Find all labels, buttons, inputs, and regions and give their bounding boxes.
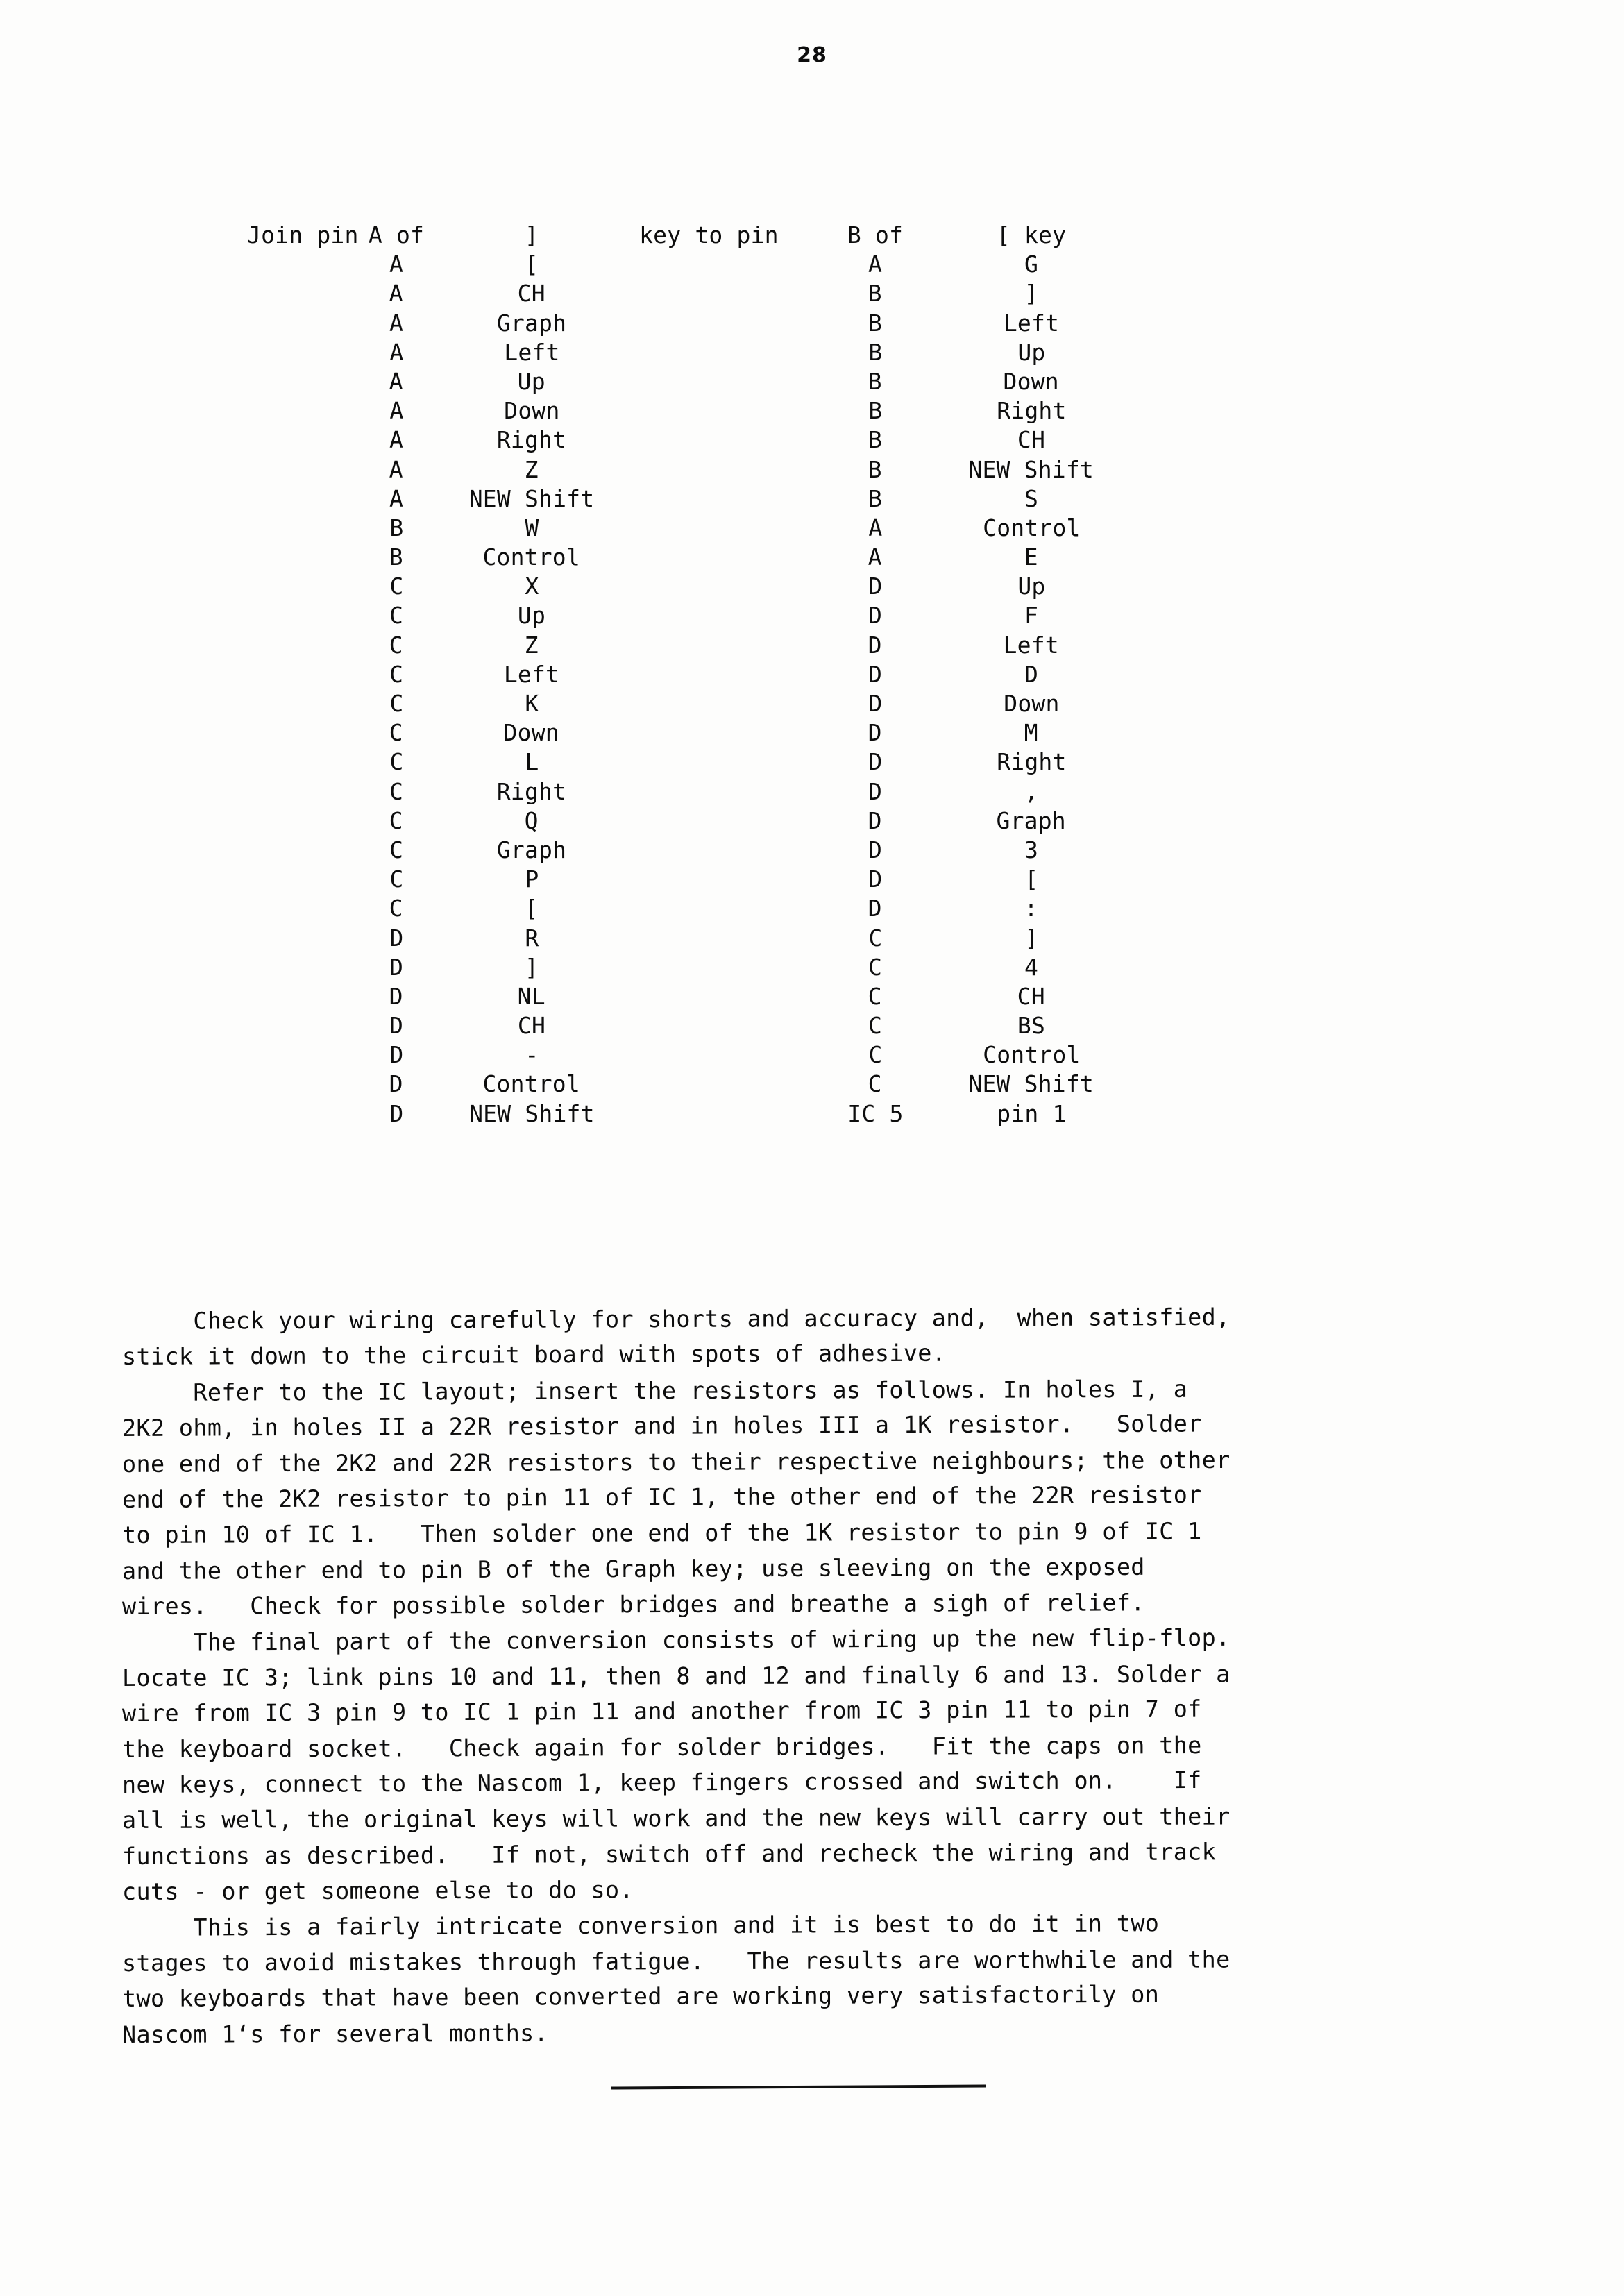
paragraph-line: one end of the 2K2 and 22R resistors to their respective neighbours; the other	[121, 1446, 1230, 1478]
row-spacer	[247, 1011, 355, 1040]
cell-pin-a: A	[389, 251, 404, 278]
row-gap	[625, 514, 823, 543]
row-gap	[625, 982, 823, 1011]
row-spacer	[247, 953, 355, 982]
paragraph-line: to pin 10 of IC 1. Then solder one end of the 1K resistor to pin 9 of IC 1	[121, 1517, 1202, 1549]
cell-key-b: Control	[983, 514, 1081, 541]
paragraph-line: Nascom 1‘s for several months.	[121, 2019, 549, 2048]
cell-key-b: [	[1024, 866, 1039, 893]
row-gap	[625, 894, 823, 923]
cell-key-a: Graph	[496, 836, 567, 863]
row-spacer	[247, 279, 355, 308]
header-pin-b: B of	[847, 221, 904, 248]
table-row	[247, 953, 1149, 982]
table-row	[247, 367, 1149, 396]
row-gap	[625, 455, 823, 484]
row-gap	[625, 836, 823, 865]
cell-pin-b: A	[868, 514, 883, 541]
table-row	[247, 1011, 1149, 1040]
wiring-table-body	[247, 250, 1149, 1129]
cell-pin-a: D	[389, 1070, 403, 1098]
cell-pin-b: D	[868, 895, 882, 922]
row-spacer	[247, 367, 355, 396]
table-row	[247, 250, 1149, 279]
paragraph-line: functions as described. If not, switch off and recheck the wiring and track	[121, 1838, 1217, 1870]
cell-key-a: ]	[524, 953, 539, 981]
row-spacer	[247, 572, 355, 601]
row-spacer	[247, 309, 355, 338]
cell-pin-b: B	[868, 455, 882, 483]
wiring-table	[247, 221, 1149, 1129]
table-row	[247, 865, 1149, 894]
paragraph-line: Refer to the IC layout; insert the resistors as follows. In holes I, a	[121, 1375, 1188, 1406]
cell-pin-b: C	[868, 1012, 883, 1040]
cell-pin-a: C	[389, 777, 404, 805]
row-spacer	[247, 894, 355, 923]
row-spacer	[247, 865, 355, 894]
cell-key-a: Z	[524, 455, 539, 483]
cell-pin-b: D	[868, 573, 883, 600]
row-gap	[625, 279, 823, 308]
row-gap	[625, 1099, 823, 1129]
cell-key-a: Control	[482, 1070, 580, 1098]
cell-pin-a: C	[389, 573, 404, 600]
cell-key-b: Graph	[996, 807, 1066, 834]
table-row	[247, 1040, 1149, 1070]
cell-key-b: Left	[1003, 309, 1060, 337]
paragraph-line: and the other end to pin B of the Graph key; use sleeving on the exposed	[121, 1553, 1145, 1585]
cell-pin-a: C	[389, 866, 404, 893]
cell-pin-b: B	[868, 426, 883, 454]
table-row	[247, 572, 1149, 601]
cell-key-a: P	[525, 866, 539, 893]
cell-key-a: Graph	[496, 309, 567, 337]
paragraph-line: stick it down to the circuit board with spots of adhesive.	[121, 1340, 947, 1371]
cell-pin-b: D	[868, 748, 883, 776]
cell-pin-b: IC 5	[847, 1099, 904, 1127]
paragraph-line: Check your wiring carefully for shorts and accuracy and, when satisfied,	[121, 1303, 1230, 1335]
table-row	[247, 660, 1149, 689]
row-gap	[625, 543, 823, 572]
table-row	[247, 982, 1149, 1011]
cell-pin-b: B	[868, 309, 883, 337]
row-spacer	[247, 1070, 355, 1099]
row-gap	[625, 631, 823, 660]
row-spacer	[247, 836, 355, 865]
cell-key-a: R	[525, 924, 539, 952]
cell-pin-a: A	[389, 484, 404, 512]
cell-pin-a: D	[389, 953, 404, 981]
table-row	[247, 425, 1149, 455]
row-gap	[625, 718, 823, 748]
cell-pin-b: D	[868, 807, 882, 834]
table-row	[247, 894, 1149, 923]
cell-key-b: ,	[1024, 777, 1039, 805]
row-gap	[625, 396, 823, 425]
cell-key-b: Down	[1003, 367, 1059, 395]
row-spacer	[247, 1040, 355, 1070]
table-row	[247, 836, 1149, 865]
paragraph-line: end of the 2K2 resistor to pin 11 of IC 1, the other end of the 22R resistor	[121, 1480, 1202, 1513]
row-spacer	[247, 601, 355, 630]
cell-key-a: Left	[504, 338, 560, 366]
cell-pin-b: B	[868, 280, 882, 307]
table-row	[247, 396, 1149, 425]
header-key-b: [ key	[996, 221, 1067, 248]
cell-pin-b: C	[868, 953, 883, 981]
cell-key-a: -	[525, 1041, 539, 1069]
row-gap	[625, 777, 823, 807]
cell-key-a: W	[525, 514, 539, 541]
cell-key-a: Left	[503, 660, 560, 688]
table-header-row	[247, 221, 1149, 250]
row-gap	[625, 748, 823, 777]
cell-key-a: Z	[524, 631, 539, 659]
row-spacer	[247, 689, 355, 718]
cell-pin-a: C	[389, 631, 403, 659]
cell-pin-b: B	[868, 367, 882, 395]
cell-key-b: 4	[1024, 953, 1039, 981]
cell-key-b: M	[1024, 719, 1038, 747]
cell-key-b: Right	[997, 748, 1067, 776]
row-gap	[625, 660, 823, 689]
cell-key-b: E	[1024, 543, 1038, 571]
header-key-to-pin-label: key to pin	[625, 221, 793, 248]
cell-pin-b: B	[868, 397, 883, 425]
row-gap	[625, 250, 823, 279]
cell-key-a: Right	[496, 777, 567, 805]
paragraph-line: wire from IC 3 pin 9 to IC 1 pin 11 and another from IC 3 pin 11 to pin 7 of	[121, 1695, 1202, 1728]
table-row	[247, 631, 1149, 660]
row-gap	[625, 338, 823, 367]
cell-key-a: Right	[496, 426, 567, 454]
cell-pin-a: C	[389, 602, 404, 630]
table-row	[247, 543, 1149, 572]
cell-pin-a: D	[389, 1012, 404, 1040]
cell-pin-b: A	[868, 543, 882, 571]
section-divider-rule	[611, 2084, 986, 2089]
row-gap	[625, 425, 823, 455]
cell-key-a: Up	[517, 367, 545, 395]
cell-key-a: NL	[517, 982, 545, 1010]
cell-key-b: Right	[997, 397, 1067, 425]
cell-pin-b: D	[868, 866, 883, 893]
cell-pin-b: D	[868, 836, 883, 863]
cell-pin-b: D	[868, 719, 882, 747]
cell-key-b: 3	[1024, 836, 1039, 863]
row-gap	[625, 572, 823, 601]
row-spacer	[247, 250, 355, 279]
row-spacer	[247, 543, 355, 572]
cell-pin-b: D	[868, 660, 883, 688]
cell-pin-b: D	[868, 631, 882, 659]
cell-key-b: ]	[1024, 924, 1039, 952]
table-row	[247, 1070, 1149, 1099]
page-number: 28	[797, 43, 827, 67]
row-gap	[625, 953, 823, 982]
cell-key-a: NEW Shift	[469, 1099, 595, 1127]
row-spacer	[247, 484, 355, 514]
cell-pin-a: C	[389, 690, 404, 717]
cell-pin-a: C	[389, 807, 403, 834]
cell-pin-a: C	[389, 895, 403, 922]
cell-pin-a: D	[389, 982, 403, 1010]
cell-pin-b: B	[868, 338, 883, 366]
cell-pin-a: C	[389, 748, 404, 776]
cell-key-a: CH	[517, 1012, 546, 1040]
cell-key-b: Up	[1017, 338, 1046, 366]
row-spacer	[247, 807, 355, 836]
row-spacer	[247, 748, 355, 777]
table-row	[247, 309, 1149, 338]
row-spacer	[247, 396, 355, 425]
row-gap	[625, 601, 823, 630]
cell-pin-a: A	[389, 367, 403, 395]
cell-pin-a: A	[389, 309, 404, 337]
cell-key-b: ]	[1024, 280, 1038, 307]
row-gap	[625, 484, 823, 514]
row-spacer	[247, 982, 355, 1011]
cell-pin-a: B	[389, 514, 404, 541]
row-spacer	[247, 924, 355, 953]
row-gap	[625, 689, 823, 718]
header-key-a: ]	[524, 221, 539, 248]
table-row	[247, 924, 1149, 953]
cell-key-b: Left	[1003, 631, 1059, 659]
cell-key-a: NEW Shift	[468, 484, 595, 512]
paragraph-line: the keyboard socket. Check again for solder bridges. Fit the caps on the	[121, 1731, 1202, 1763]
cell-key-b: Control	[983, 1041, 1081, 1069]
cell-key-b: BS	[1017, 1012, 1046, 1040]
cell-key-b: Up	[1017, 573, 1046, 600]
row-gap	[625, 309, 823, 338]
row-gap	[625, 367, 823, 396]
row-gap	[625, 1070, 823, 1099]
cell-key-b: :	[1024, 895, 1038, 922]
cell-key-b: pin 1	[997, 1099, 1067, 1127]
table-row	[247, 514, 1149, 543]
row-spacer	[247, 777, 355, 807]
body-paragraphs	[122, 1303, 1509, 2052]
row-gap	[625, 1011, 823, 1040]
cell-key-b: S	[1024, 484, 1039, 512]
table-row	[247, 279, 1149, 308]
table-row	[247, 748, 1149, 777]
cell-pin-a: C	[389, 836, 404, 863]
paragraph-line: all is well, the original keys will work and the new keys will carry out their	[121, 1803, 1230, 1834]
paragraph-line: wires. Check for possible solder bridges and breathe a sigh of relief.	[121, 1589, 1145, 1621]
paragraph-line: cuts - or get someone else to do so.	[121, 1876, 634, 1906]
row-spacer	[247, 631, 355, 660]
header-pin-a: A of	[368, 221, 425, 248]
row-spacer	[247, 455, 355, 484]
row-spacer	[247, 338, 355, 367]
cell-pin-a: D	[389, 1099, 404, 1127]
paragraph-line: two keyboards that have been converted are working very satisfactorily on	[121, 1981, 1160, 2013]
paragraph-line: This is a fairly intricate conversion and it is best to do it in two	[121, 1909, 1160, 1941]
paragraph-line: stages to avoid mistakes through fatigue. The results are worthwhile and the	[121, 1945, 1230, 1977]
cell-pin-a: D	[389, 1041, 404, 1069]
cell-pin-b: A	[868, 251, 883, 278]
cell-key-a: Control	[482, 543, 580, 571]
row-gap	[625, 865, 823, 894]
cell-pin-b: D	[868, 602, 883, 630]
cell-key-a: [	[524, 251, 539, 278]
cell-pin-b: B	[868, 484, 883, 512]
cell-pin-a: A	[389, 397, 404, 425]
cell-pin-b: C	[868, 982, 882, 1010]
cell-key-a: Down	[504, 397, 560, 425]
cell-key-b: NEW Shift	[968, 1070, 1094, 1098]
cell-key-a: CH	[517, 280, 545, 307]
cell-pin-b: D	[868, 690, 883, 717]
cell-key-b: D	[1024, 660, 1039, 688]
cell-pin-a: B	[389, 543, 403, 571]
row-spacer	[247, 718, 355, 748]
cell-pin-a: D	[389, 924, 404, 952]
row-gap	[625, 1040, 823, 1070]
row-gap	[625, 924, 823, 953]
cell-pin-a: C	[389, 719, 403, 747]
table-row	[247, 689, 1149, 718]
cell-key-b: CH	[1017, 982, 1045, 1010]
cell-pin-a: A	[389, 280, 403, 307]
cell-key-a: Down	[503, 719, 559, 747]
table-row	[247, 807, 1149, 836]
cell-pin-b: C	[868, 1070, 882, 1098]
cell-key-b: Down	[1004, 690, 1060, 717]
table-row	[247, 1099, 1149, 1129]
cell-key-b: NEW Shift	[968, 455, 1094, 483]
table-row	[247, 601, 1149, 630]
cell-pin-b: C	[868, 1041, 883, 1069]
row-gap	[625, 807, 823, 836]
cell-key-a: Q	[524, 807, 539, 834]
table-row	[247, 777, 1149, 807]
table-row	[247, 455, 1149, 484]
paragraph-line: new keys, connect to the Nascom 1, keep fingers crossed and switch on. If	[121, 1766, 1202, 1799]
cell-pin-a: A	[389, 338, 404, 366]
row-spacer	[247, 514, 355, 543]
cell-key-b: F	[1024, 602, 1039, 630]
header-join-pin-label: Join pin	[247, 221, 373, 248]
cell-key-a: Up	[517, 602, 546, 630]
paragraph-line: 2K2 ohm, in holes II a 22R resistor and in holes III a 1K resistor. Solder	[121, 1410, 1202, 1442]
paragraph-line: The final part of the conversion consists of wiring up the new flip-flop.	[121, 1623, 1230, 1656]
cell-key-b: CH	[1017, 426, 1046, 454]
row-spacer	[247, 1099, 355, 1129]
row-spacer	[247, 660, 355, 689]
cell-key-a: K	[525, 690, 539, 717]
cell-pin-b: D	[868, 777, 883, 805]
paragraph-line: Locate IC 3; link pins 10 and 11, then 8 and 12 and finally 6 and 13. Solder a	[121, 1660, 1230, 1691]
cell-pin-a: A	[389, 426, 404, 454]
row-spacer	[247, 425, 355, 455]
cell-key-a: L	[525, 748, 539, 776]
cell-pin-a: C	[389, 660, 404, 688]
cell-pin-a: A	[389, 455, 403, 483]
cell-key-a: X	[525, 573, 539, 600]
cell-pin-b: C	[868, 924, 883, 952]
cell-key-b: G	[1024, 251, 1039, 278]
table-row	[247, 484, 1149, 514]
table-row	[247, 718, 1149, 748]
table-row	[247, 338, 1149, 367]
cell-key-a: [	[524, 895, 539, 922]
